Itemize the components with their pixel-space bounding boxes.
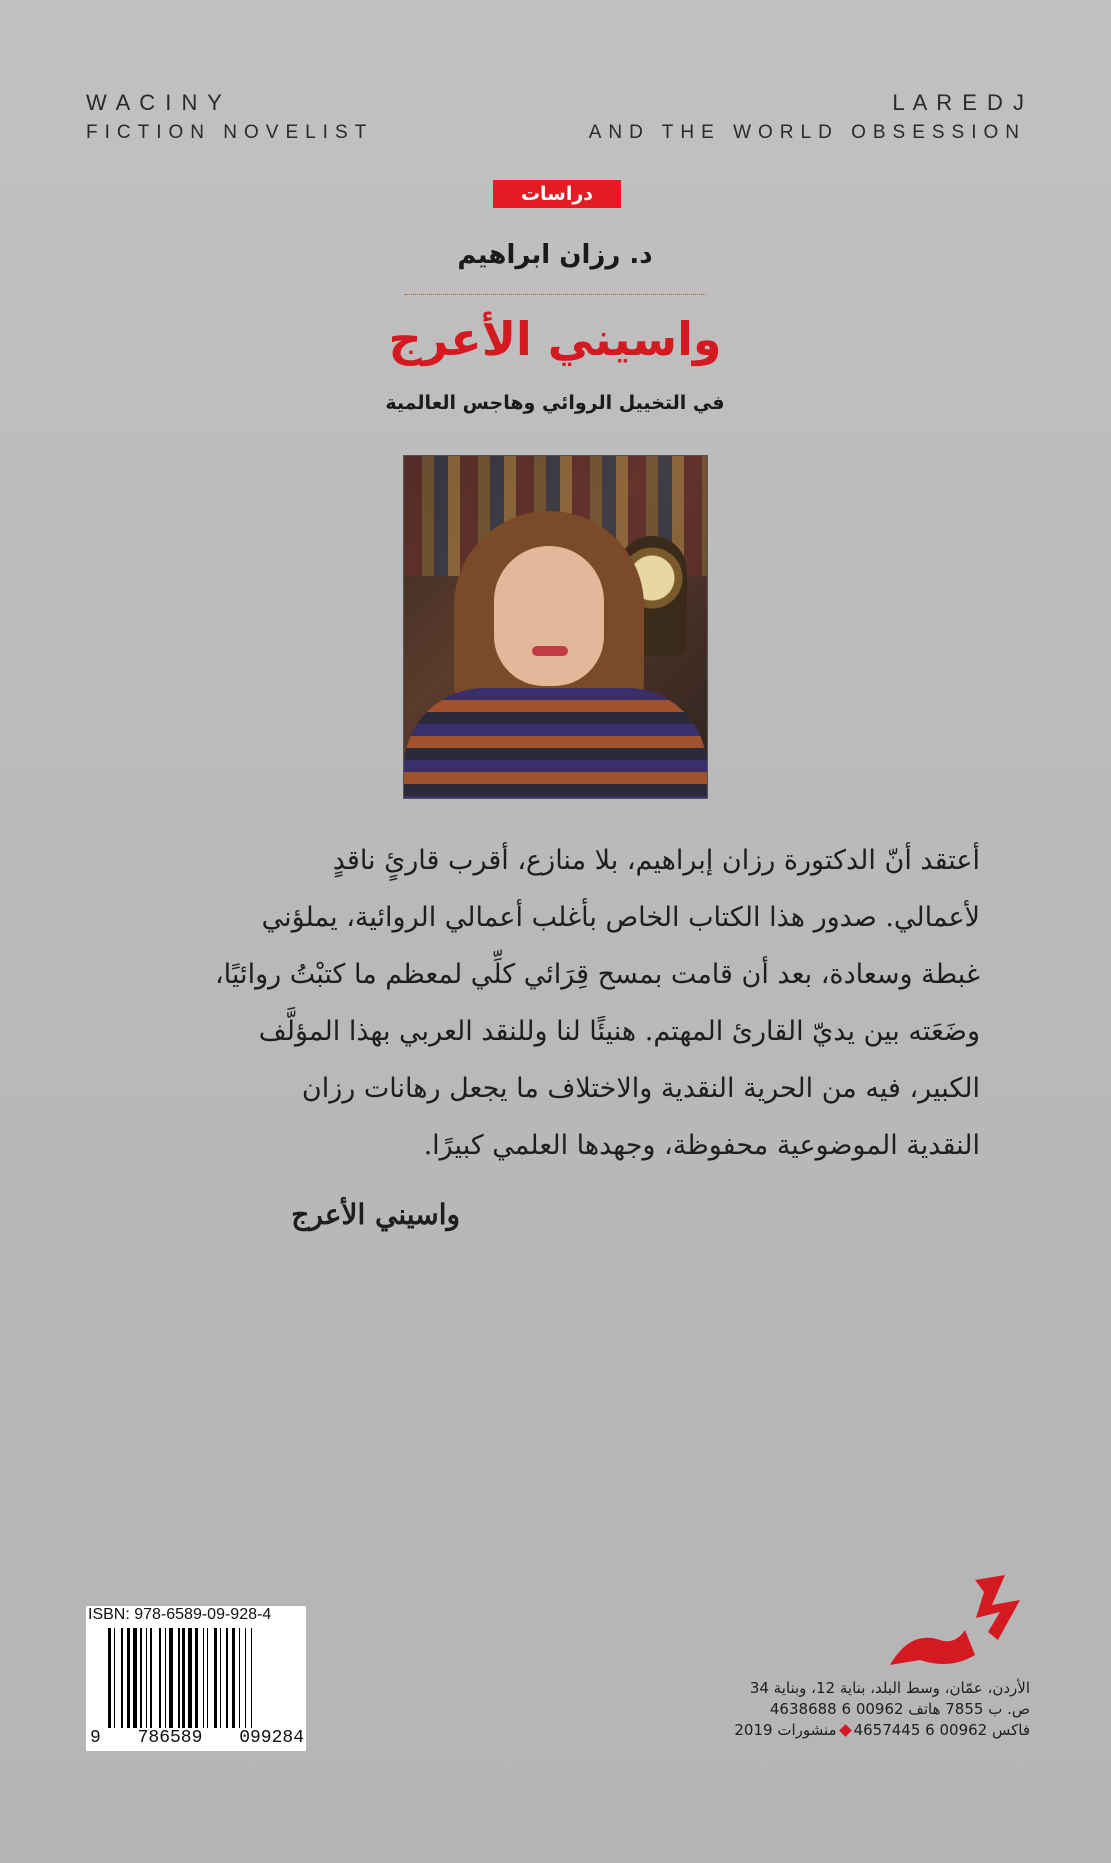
barcode-bars	[108, 1628, 296, 1728]
barcode-bar	[150, 1628, 153, 1728]
series-badge: دراسات	[493, 180, 621, 208]
author-lips	[532, 646, 568, 656]
barcode-bar	[214, 1628, 217, 1728]
english-title	[86, 90, 1026, 144]
barcode-bar	[226, 1628, 229, 1728]
barcode-bar	[245, 1628, 246, 1728]
english-title-last-name: L A R E D J	[892, 90, 1026, 115]
isbn-digit-group: 099284	[239, 1728, 304, 1748]
isbn-digits	[90, 1728, 304, 1748]
quote-line: وضَعَته بين يديّ القارئ المهتم. هنيئًا لنا وللنقد العربي بهذا المؤلَّف	[258, 1016, 980, 1047]
barcode-bar	[178, 1628, 179, 1728]
publisher-fax: فاكس 00962 6 4657445	[853, 1721, 1030, 1739]
isbn-digit-group: 9	[90, 1728, 101, 1748]
isbn-label: ISBN: 978-6589-09-928-4	[88, 1606, 272, 1623]
quote-signature: واسيني الأعرج	[291, 1198, 460, 1231]
quote-line: الكبير، فيه من الحرية النقدية والاختلاف ما يجعل رهانات رزان	[301, 1073, 980, 1104]
publisher-address: الأردن، عمّان، وسط البلد، بناية 12، وبناية 34	[749, 1679, 1030, 1697]
barcode-bar	[195, 1628, 198, 1728]
publisher-edition: منشورات 2019	[734, 1721, 837, 1739]
publisher-logo	[880, 1570, 1030, 1680]
publisher-pobox-phone: ص. ب 7855 هاتف 00962 6 4638688	[769, 1700, 1030, 1718]
author-shirt	[404, 688, 707, 798]
publisher-logo-mark	[890, 1630, 975, 1665]
author-name: د. رزان ابراهيم	[457, 240, 653, 270]
barcode-bar	[127, 1628, 130, 1728]
author-photo	[403, 455, 708, 799]
barcode-bar	[146, 1628, 147, 1728]
author-face	[494, 546, 604, 686]
title-divider	[404, 294, 706, 295]
barcode-bar	[169, 1628, 173, 1728]
barcode-bar	[203, 1628, 204, 1728]
publisher-info	[700, 1678, 1030, 1741]
barcode-bar	[114, 1628, 115, 1728]
barcode-bar	[108, 1628, 111, 1728]
barcode-bar	[121, 1628, 122, 1728]
barcode-bar	[188, 1628, 192, 1728]
quote-line: أعتقد أنّ الدكتورة رزان إبراهيم، بلا منازع، أقرب قارئٍ ناقدٍ	[332, 845, 980, 876]
barcode-bar	[220, 1628, 221, 1728]
english-title-first-name: W A C I N Y	[86, 90, 224, 115]
english-subtitle-right: AND THE WORLD OBSESSION	[588, 122, 1026, 143]
publisher-logo-mark	[975, 1575, 1020, 1640]
quote-line: النقدية الموضوعية محفوظة، وجهدها العلمي كبيرًا.	[423, 1130, 980, 1161]
book-title: واسيني الأعرج	[388, 312, 722, 366]
barcode-bar	[182, 1628, 185, 1728]
barcode-bar	[140, 1628, 141, 1728]
barcode-bar	[251, 1628, 252, 1728]
barcode-bar	[133, 1628, 137, 1728]
barcode-bar	[165, 1628, 166, 1728]
quote-line: غبطة وسعادة، بعد أن قامت بمسح قِرَائي كلِّي لمعظم ما كتبْتُ روائيًا،	[214, 959, 980, 990]
barcode-bar	[232, 1628, 236, 1728]
barcode-bar	[159, 1628, 160, 1728]
publisher-fax-edition	[700, 1720, 1030, 1741]
isbn-barcode	[86, 1606, 306, 1751]
endorsement-quote	[160, 832, 980, 1174]
english-subtitle-left: FICTION NOVELIST	[86, 122, 374, 143]
quote-line: لأعمالي. صدور هذا الكتاب الخاص بأغلب أعمالي الروائية، يملؤني	[261, 902, 980, 933]
barcode-bar	[239, 1628, 240, 1728]
diamond-icon	[839, 1724, 852, 1737]
isbn-digit-group: 786589	[137, 1728, 203, 1748]
book-subtitle: في التخييل الروائي وهاجس العالمية	[385, 392, 725, 414]
barcode-bar	[207, 1628, 208, 1728]
